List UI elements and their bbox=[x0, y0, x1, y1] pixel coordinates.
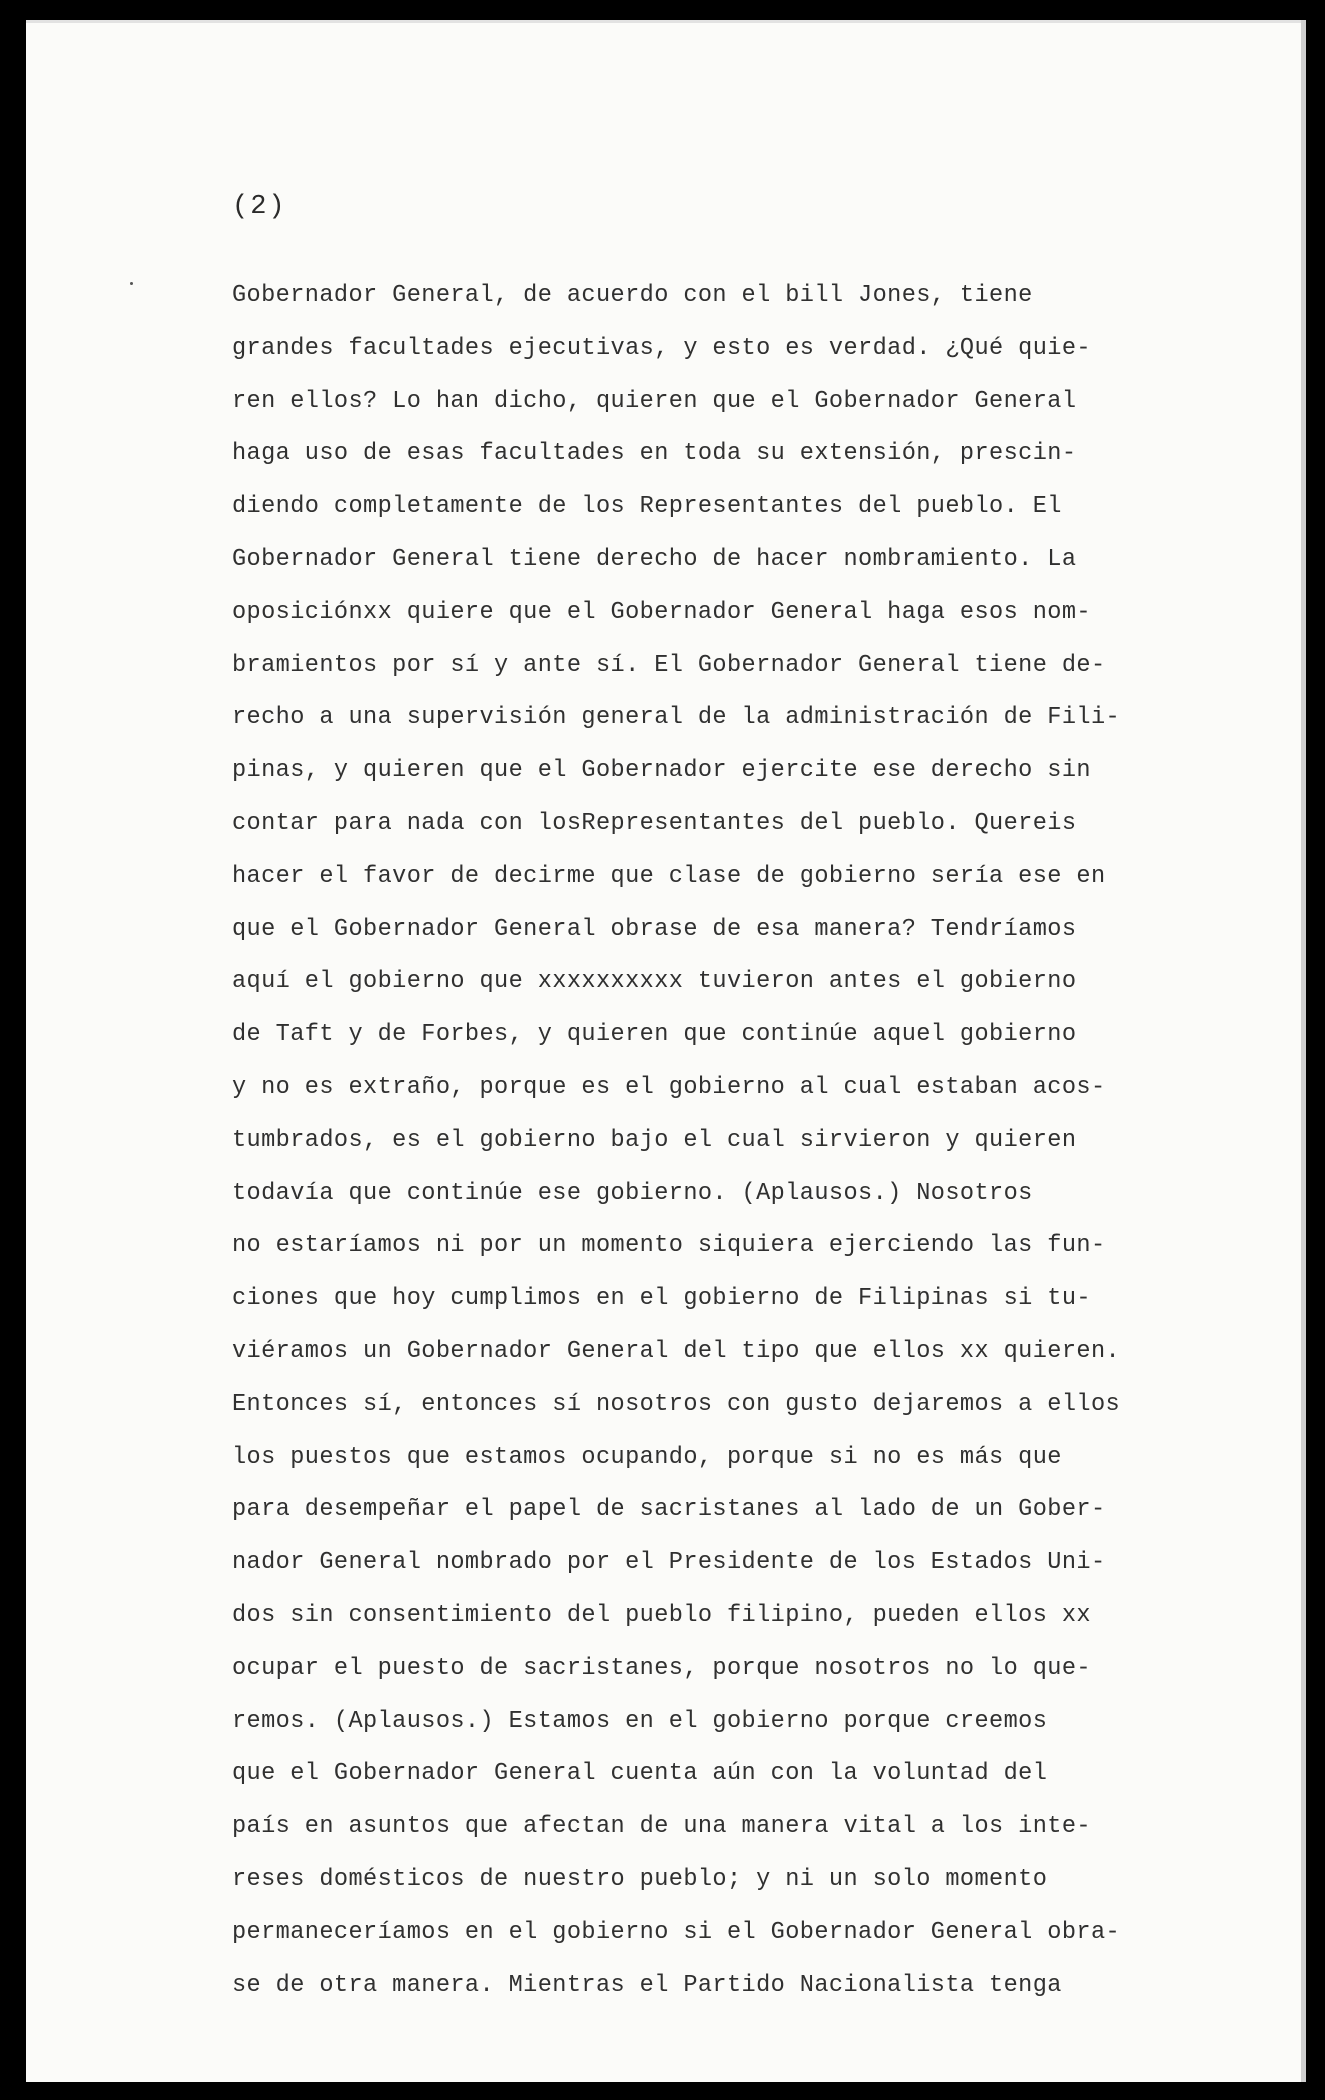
page-number: (2) bbox=[232, 192, 287, 222]
text-line: para desempeñar el papel de sacristanes al lado de un Gober- bbox=[232, 1496, 1106, 1524]
text-line: reses domésticos de nuestro pueblo; y ni un solo momento bbox=[232, 1865, 1048, 1893]
text-line: viéramos un Gobernador General del tipo que ellos xx quieren. bbox=[232, 1337, 1121, 1365]
text-line: remos. (Aplausos.) Estamos en el gobierno porque creemos bbox=[232, 1707, 1048, 1735]
text-line: ren ellos? Lo han dicho, quieren que el Gobernador General bbox=[232, 387, 1077, 415]
text-line: tumbrados, es el gobierno bajo el cual sirvieron y quieren bbox=[232, 1126, 1077, 1154]
text-line: ocupar el puesto de sacristanes, porque nosotros no lo que- bbox=[232, 1654, 1091, 1682]
text-line: se de otra manera. Mientras el Partido Nacionalista tenga bbox=[232, 1971, 1062, 1999]
text-line: permaneceríamos en el gobierno si el Gobernador General obra- bbox=[232, 1918, 1121, 1946]
text-line: diendo completamente de los Representantes del pueblo. El bbox=[232, 493, 1062, 521]
text-line: que el Gobernador General obrase de esa manera? Tendríamos bbox=[232, 915, 1077, 943]
text-line: no estaríamos ni por un momento siquiera ejerciendo las fun- bbox=[232, 1232, 1106, 1260]
text-line: aquí el gobierno que xxxxxxxxxx tuvieron antes el gobierno bbox=[232, 968, 1077, 996]
text-line: de Taft y de Forbes, y quieren que continúe aquel gobierno bbox=[232, 1021, 1077, 1049]
text-line: Entonces sí, entonces sí nosotros con gusto dejaremos a ellos bbox=[232, 1390, 1121, 1418]
page-top-edge bbox=[26, 20, 1301, 23]
text-line: nador General nombrado por el Presidente de los Estados Uni- bbox=[232, 1549, 1106, 1577]
text-line: dos sin consentimiento del pueblo filipino, pueden ellos xx bbox=[232, 1601, 1091, 1629]
stray-ink-mark bbox=[130, 282, 133, 285]
text-line: grandes facultades ejecutivas, y esto es verdad. ¿Qué quie- bbox=[232, 334, 1091, 362]
text-line: que el Gobernador General cuenta aún con la voluntad del bbox=[232, 1760, 1048, 1788]
text-line: y no es extraño, porque es el gobierno al cual estaban acos- bbox=[232, 1073, 1106, 1101]
text-line: todavía que continúe ese gobierno. (Aplausos.) Nosotros bbox=[232, 1179, 1033, 1207]
document-page bbox=[26, 20, 1306, 2082]
text-line: Gobernador General, de acuerdo con el bill Jones, tiene bbox=[232, 282, 1033, 309]
text-line: recho a una supervisión general de la administración de Fili- bbox=[232, 704, 1121, 732]
text-line: país en asuntos que afectan de una manera vital a los inte- bbox=[232, 1813, 1091, 1841]
text-line: los puestos que estamos ocupando, porque si no es más que bbox=[232, 1443, 1062, 1471]
text-line: haga uso de esas facultades en toda su extensión, prescin- bbox=[232, 440, 1077, 468]
text-line: oposiciónxx quiere que el Gobernador General haga esos nom- bbox=[232, 598, 1091, 626]
text-line: hacer el favor de decirme que clase de gobierno sería ese en bbox=[232, 862, 1106, 890]
text-line: contar para nada con losRepresentantes del pueblo. Quereis bbox=[232, 809, 1077, 837]
text-line: Gobernador General tiene derecho de hacer nombramiento. La bbox=[232, 545, 1077, 573]
typed-text-body bbox=[232, 270, 1232, 2012]
text-line: pinas, y quieren que el Gobernador ejercite ese derecho sin bbox=[232, 757, 1091, 785]
text-line: bramientos por sí y ante sí. El Gobernador General tiene de- bbox=[232, 651, 1106, 679]
text-line: ciones que hoy cumplimos en el gobierno de Filipinas si tu- bbox=[232, 1285, 1091, 1313]
